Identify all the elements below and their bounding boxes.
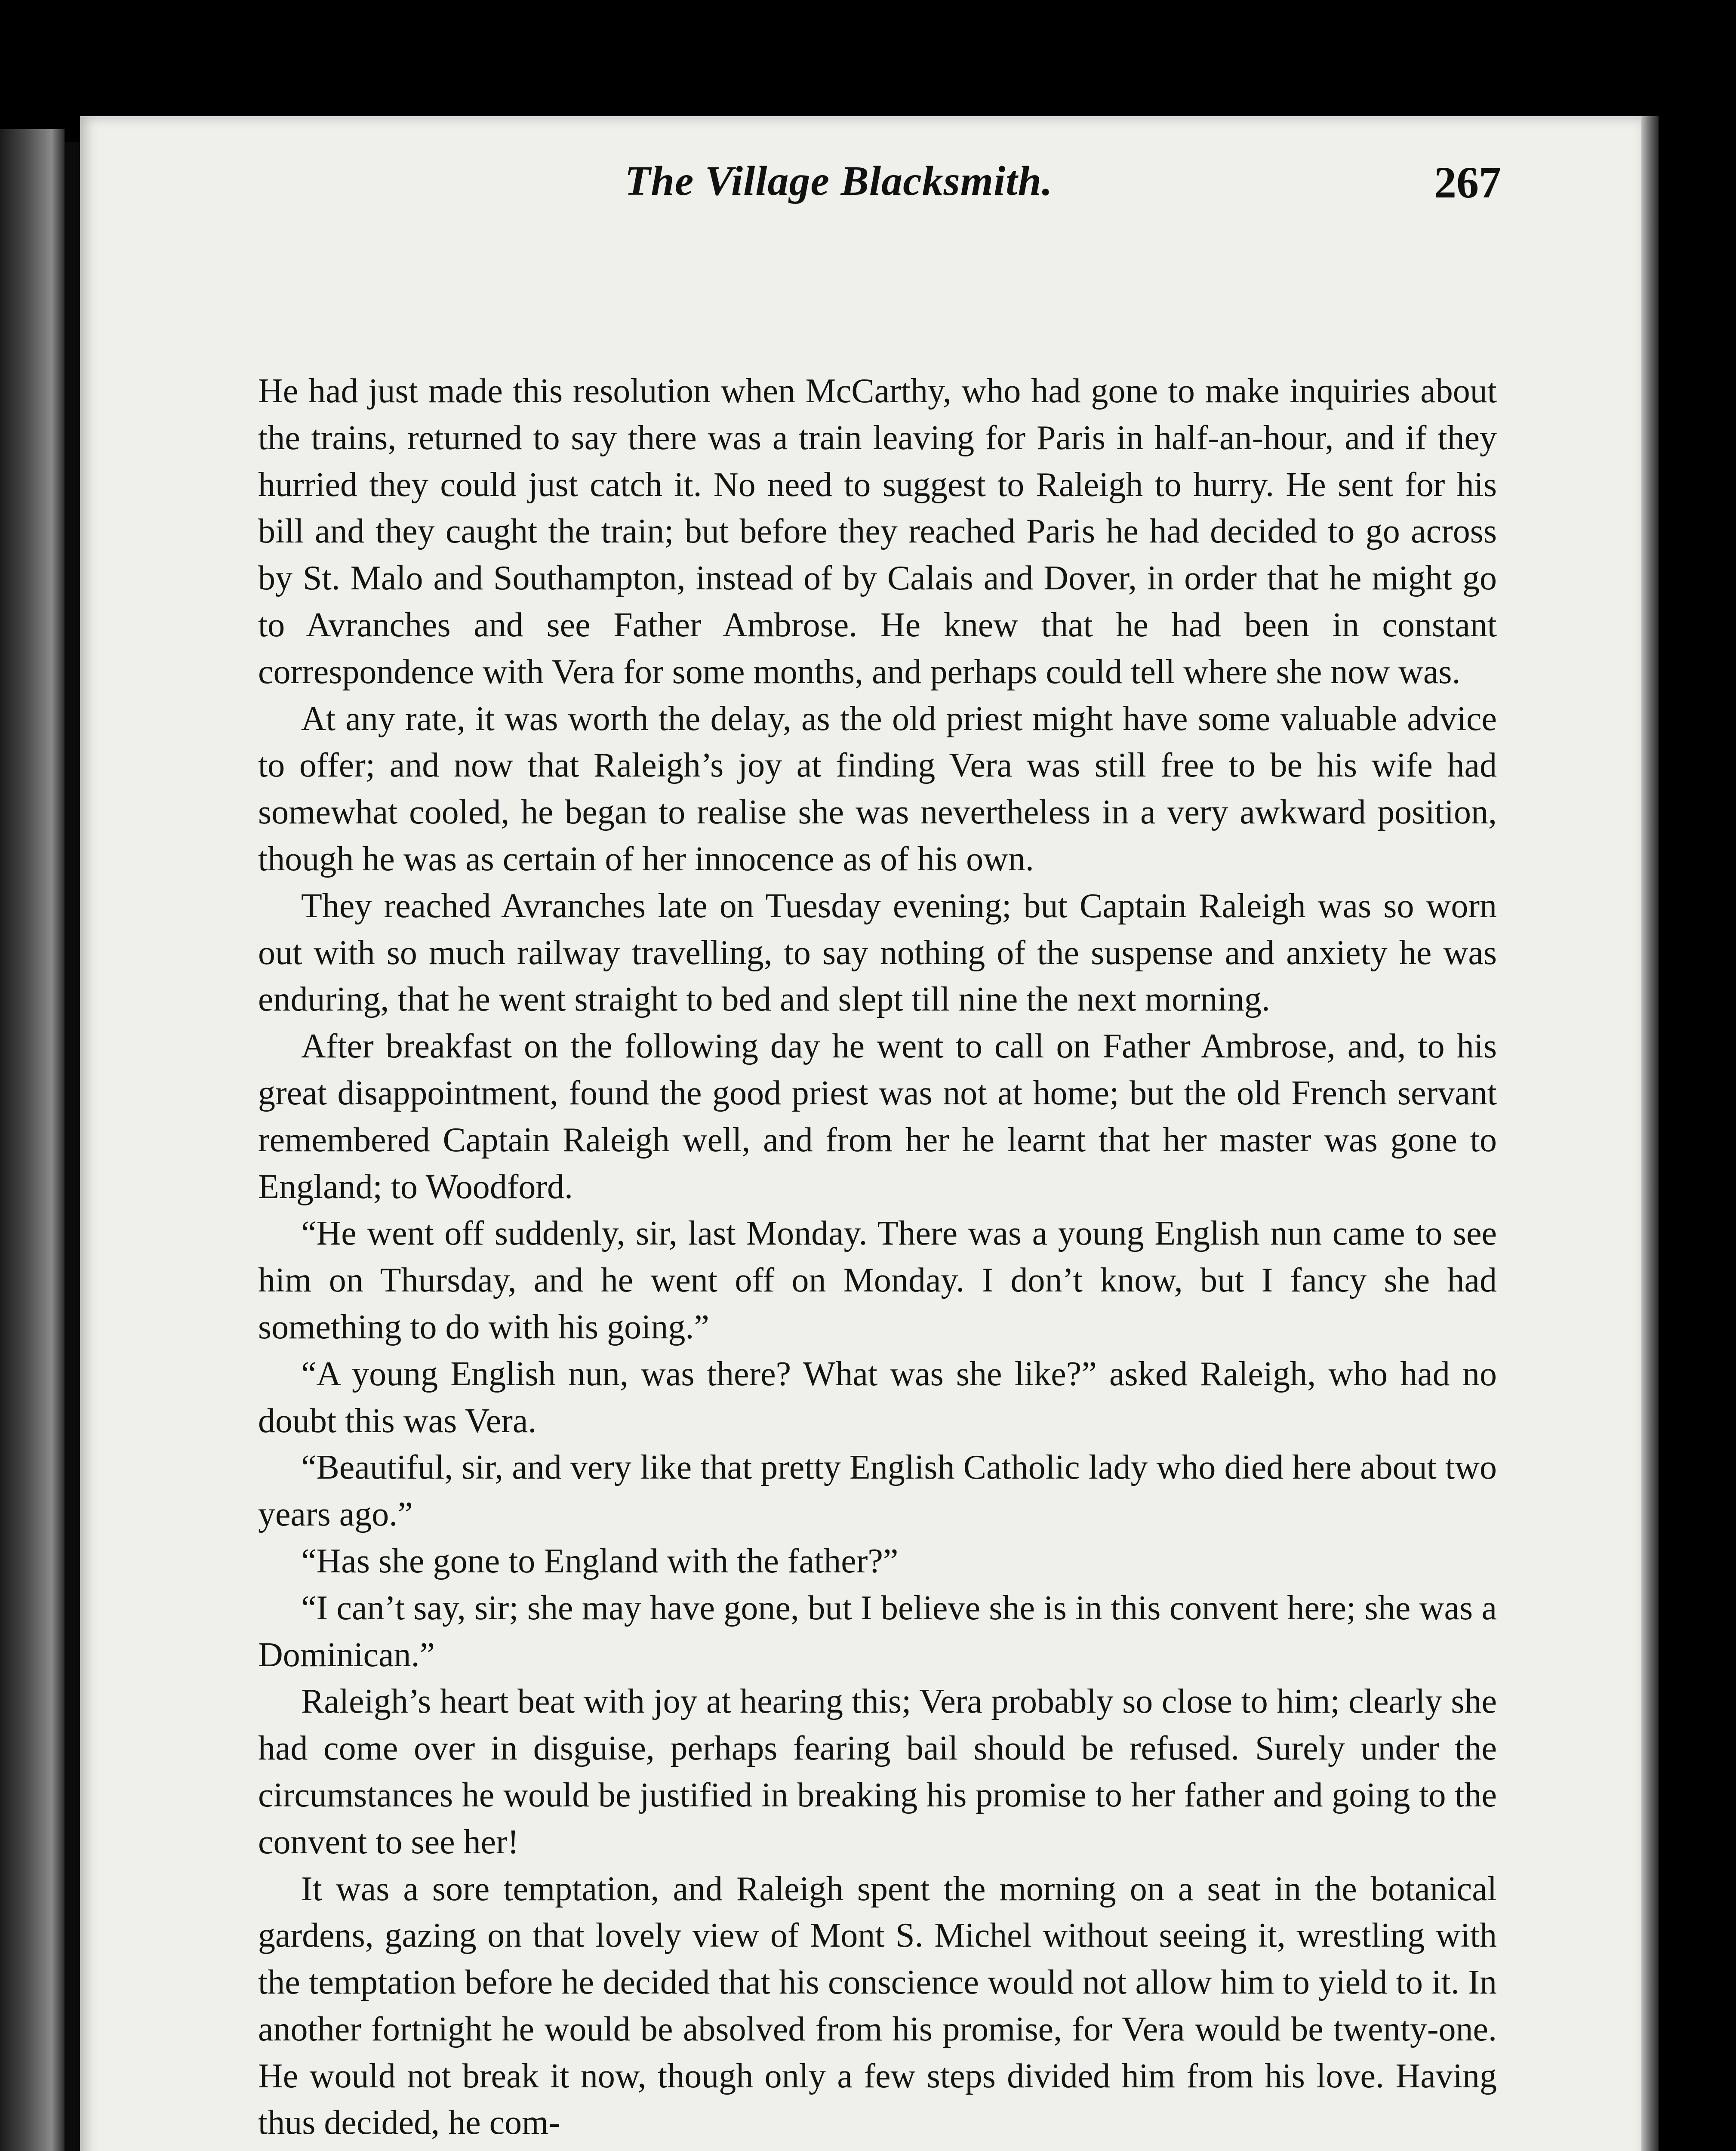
paragraph-5: “He went off suddenly, sir, last Monday. There was a young English nun came to see him on Thursday, and he went off on Monday. I don’t know, but I fancy she had something to do with his going.” — [258, 1214, 1497, 1346]
paragraph-7: “Beautiful, sir, and very like that pretty English Catholic lady who died here about two years ago.” — [258, 1448, 1497, 1534]
left-page-edge — [0, 129, 65, 2151]
paragraph-11: It was a sore temptation, and Raleigh spent the morning on a seat in the botanical gardens, gazing on that lovely view of Mont S. Michel without seeing it, wrestling with the temptation before he decided that his conscience would not allow him to yield to it. In another fortnight he would be absolved from his promise, for Vera would be twenty-one. He would not break it now, though only a few steps divided him from his love. Having thus decided, he com- — [258, 1870, 1497, 2142]
paragraph-2: At any rate, it was worth the delay, as the old priest might have some valuable advice to offer; and now that Raleigh’s joy at finding Vera was still free to be his wife had somewhat cooled, he began to realise she was nevertheless in a very awkward position, though he was as certain of her innocence as of his own. — [258, 700, 1497, 878]
paragraph-10: Raleigh’s heart beat with joy at hearing this; Vera probably so close to him; clearly she had come over in disguise, perhaps fearing bail should be refused. Surely under the circumstances he would be justified in breaking his promise to her father and going to the convent to see her! — [258, 1683, 1497, 1861]
paragraph-3: They reached Avranches late on Tuesday evening; but Captain Raleigh was so worn out with so much railway travelling, to say nothing of the suspense and anxiety he was enduring, that he went straight to bed and slept till nine the next morning. — [258, 887, 1497, 1019]
running-title: The Village Blacksmith. — [625, 158, 1053, 204]
body-text — [258, 368, 1497, 2146]
page-header — [176, 157, 1501, 243]
paragraph-1: He had just made this resolution when McCarthy, who had gone to make inquiries about the trains, returned to say there was a train leaving for Paris in half-an-hour, and if they hurried they could just catch it. No need to suggest to Raleigh to hurry. He sent for his bill and they caught the train; but before they reached Paris he had decided to go across by St. Malo and Southampton, instead of by Calais and Dover, in order that he might go to Avranches and see Father Ambrose. He knew that he had been in constant correspondence with Vera for some months, and perhaps could tell where she now was. — [258, 372, 1497, 691]
right-page-edge — [1641, 116, 1659, 2151]
paragraph-4: After breakfast on the following day he went to call on Father Ambrose, and, to his great disappointment, found the good priest was not at home; but the old French servant remembered Captain Raleigh well, and from her he learnt that her master was gone to England; to Woodford. — [258, 1027, 1497, 1206]
book-spine — [65, 142, 80, 2151]
paragraph-9: “I can’t say, sir; she may have gone, but I believe she is in this convent here; she was a Dominican.” — [258, 1589, 1497, 1674]
page-number: 267 — [1434, 158, 1501, 207]
paragraph-6: “A young English nun, was there? What was she like?” asked Raleigh, who had no doubt this was Vera. — [258, 1355, 1497, 1440]
paragraph-8: “Has she gone to England with the father?” — [301, 1542, 899, 1580]
